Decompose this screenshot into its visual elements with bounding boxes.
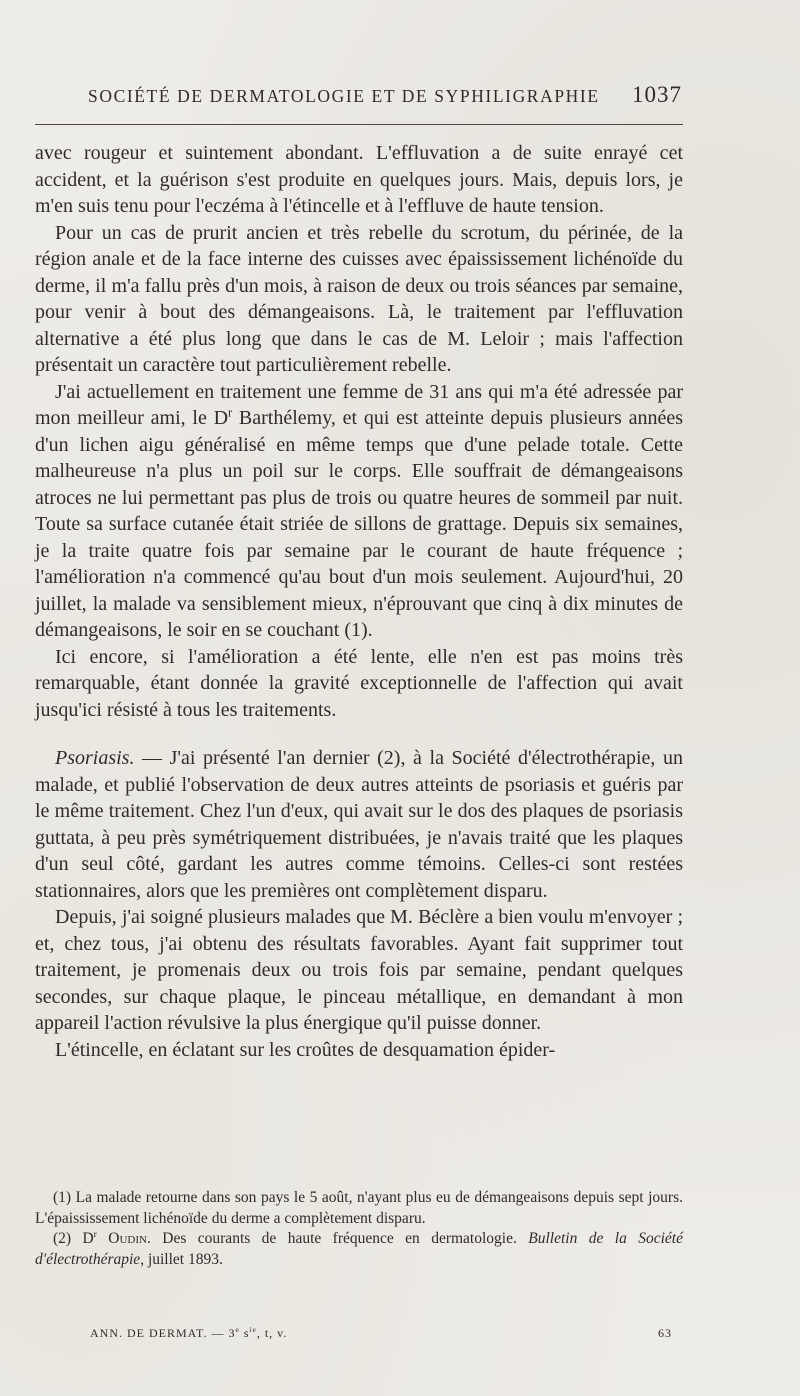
footnote-2-author: Oudin: [108, 1230, 147, 1247]
paragraph-2: Pour un cas de prurit ancien et très rebelle du scrotum, du périnée, de la région anale et de la face interne des cuisses avec épaississement lichénoïde du derme, il m'a fallu près d'un mois, à raison de deux ou trois séances par semaine, pour venir à bout des démangeaisons. Là, le traitement par l'effluvation alternative a été plus long que dans le cas de M. Leloir ; mais l'affection présentait un caractère tout particulièrement rebelle.: [35, 221, 683, 376]
footnote-2-superscript: r: [93, 1228, 97, 1240]
signature-part-b: s: [239, 1326, 250, 1340]
section-heading-psoriasis: Psoriasis.: [55, 747, 135, 769]
paragraph-5: [35, 745, 683, 904]
paragraph-7: L'étincelle, en éclatant sur les croûtes de desquamation épider-: [55, 1038, 556, 1061]
footnote-2-number: (2) D: [53, 1230, 94, 1247]
running-title: SOCIÉTÉ DE DERMATOLOGIE ET DE SYPHILIGRAPHIE: [88, 86, 600, 106]
signature-superscript-1: e: [235, 1325, 240, 1334]
page-header: [88, 82, 682, 112]
page-footer: [90, 1326, 672, 1344]
section-break: [35, 723, 683, 745]
footnote-2-journal: Bulletin de la Société d'électrothérapie: [35, 1230, 683, 1268]
paragraph-1: avec rougeur et suintement abondant. L'effluvation a de suite enrayé cet accident, et la guérison s'est produite en quelques jours. Mais, depuis lors, je m'en suis tenu pour l'eczéma à l'étincelle et à l'effluve de haute tension.: [35, 142, 683, 217]
footnotes: [35, 1188, 683, 1270]
paragraph-3-part-a: J'ai actuellement en traitement une femme de 31 ans qui m'a été adressée par mon meilleur ami, le D: [35, 380, 683, 429]
sheet-number: 63: [658, 1326, 672, 1340]
footnote-1: (1) La malade retourne dans son pays le 5 août, n'ayant plus eu de démangeaisons depuis sept jours. L'épaississement lichénoïde du derme a complètement disparu.: [35, 1189, 683, 1227]
paragraph-3-part-b: Barthélemy, et qui est atteinte depuis plusieurs années d'un lichen aigu généralisé en même temps que d'une pelade totale. Cette malheureuse n'a plus un poil sur le corps. Elle souffrait de démangeaisons atroces ne lui permettant pas plus de trois ou quatre heures de sommeil par nuit. Toute sa surface cutanée était striée de sillons de grattage. Depuis six semaines, je la traite quatre fois par semaine par le courant de haute fréquence ; l'amélioration n'a commencé qu'au bout d'un mois seulement. Aujourd'hui, 20 juillet, la malade va sensiblement mieux, n'éprouvant que cinq à dix minutes de démangeaisons, le soir en se couchant (1).: [35, 407, 683, 641]
signature-part-a: ANN. DE DERMAT. — 3: [90, 1326, 236, 1340]
header-rule: [35, 124, 683, 125]
paragraph-5-text: — J'ai présenté l'an dernier (2), à la Société d'électrothérapie, un malade, et publié l'observation de deux autres atteints de psoriasis et guéris par le même traitement. Chez l'un d'eux, qui avait sur le dos des plaques de psoriasis guttata, à peu près symétriquement distribuées, je n'avais traité que les plaques d'un seul côté, gardant les autres comme témoins. Celles-ci sont restées stationnaires, alors que les premières ont complètement disparu.: [35, 747, 683, 902]
footnote-2-title: . Des courants de haute fréquence en dermatologie.: [146, 1230, 529, 1247]
paragraph-3: [35, 379, 683, 644]
paragraph-6: Depuis, j'ai soigné plusieurs malades que M. Béclère a bien voulu m'envoyer ; et, chez tous, j'ai obtenu des résultats favorables. Ayant fait supprimer tout traitement, je promenais deux ou trois fois par semaine, pendant quelques secondes, sur chaque plaque, le pinceau métallique, en demandant à mon appareil l'action révulsive la plus énergique qu'il puisse donner.: [35, 906, 683, 1034]
signature-mark: [90, 1326, 287, 1341]
page-number: 1037: [632, 82, 682, 107]
signature-superscript-2: ie: [249, 1325, 257, 1334]
paragraph-3-superscript: r: [228, 405, 233, 420]
footnote-2: [35, 1229, 683, 1270]
signature-part-c: , t, v.: [256, 1326, 288, 1340]
paragraph-4: Ici encore, si l'amélioration a été lente, elle n'en est pas moins très remarquable, étant donnée la gravité exceptionnelle de l'affection qui avait jusqu'ici résisté à tous les traitements.: [35, 645, 683, 721]
main-text: [35, 140, 683, 1063]
footnote-2-date: , juillet 1893.: [140, 1250, 223, 1268]
